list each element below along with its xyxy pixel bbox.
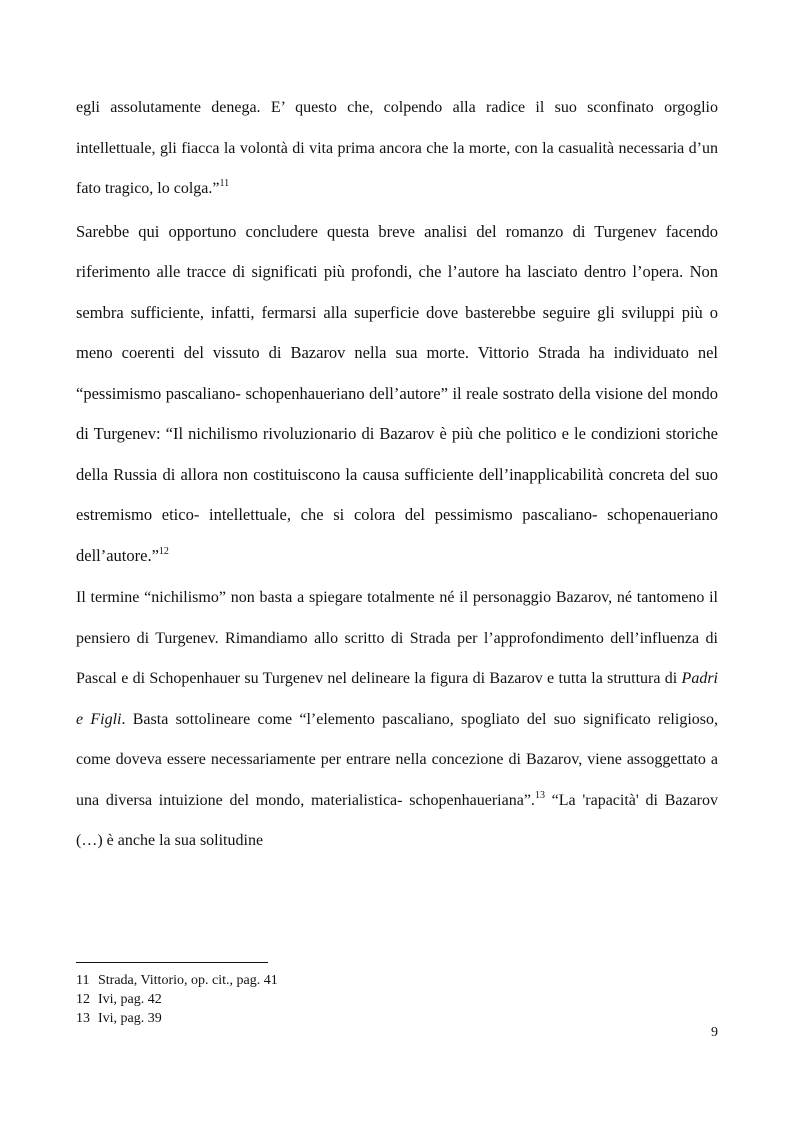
footnote-number: 12 — [76, 992, 90, 1007]
footnote-text: Ivi, pag. 39 — [98, 1011, 162, 1026]
page-body — [76, 88, 718, 862]
footnote-text: Ivi, pag. 42 — [98, 992, 162, 1007]
paragraph-2-text: Sarebbe qui opportuno concludere questa breve analisi del romanzo di Turgenev facendo riferimento alle tracce di significati più profondi, che l’autore ha lasciato dentro l’opera. Non sembra sufficiente, infatti, fermarsi alla superficie dove basterebbe seguire gli sviluppi più o meno coerenti del vissuto di Bazarov nella sua morte. Vittorio Strada ha individuato nel “pessimismo pascaliano- schopenhaueriano dell’autore” il reale sostrato della visione del mondo di Turgenev: “Il nichilismo rivoluzionario di Bazarov è più che politico e le condizioni storiche della Russia di allora non costituiscono la causa sufficiente dell’inapplicabilità concreta del suo estremismo etico- intellettuale, che si colora del pessimismo pascaliano- schopenaueriano dell’autore.” — [76, 221, 718, 565]
footnote-text: Strada, Vittorio, op. cit., pag. 41 — [98, 973, 278, 988]
paragraph-2 — [76, 212, 718, 577]
footnote-ref-13: 13 — [534, 789, 545, 801]
paragraph-3-text-after-title: . Basta sottolineare come “l’elemento pascaliano, spogliato del suo significato religioso, come doveva essere necessariamente per entrare nella concezione di Bazarov, viene assoggettato a una diversa intuizione del mondo, materialistica- schopenhaueriana”. — [76, 710, 718, 809]
footnote-13 — [76, 1009, 576, 1028]
page-number: 9 — [711, 1025, 718, 1040]
footnotes — [76, 971, 576, 1028]
book-title: Padri e Figli — [76, 670, 718, 728]
footnote-11 — [76, 971, 576, 990]
paragraph-3 — [76, 578, 718, 862]
paragraph-1-text: egli assolutamente denega. E’ questo che, colpendo alla radice il suo sconfinato orgoglio intellettuale, gli fiacca la volontà di vita prima ancora che la morte, con la casualità necessaria d’un fato tragico, lo colga.” — [76, 99, 718, 197]
footnote-ref-11: 11 — [219, 178, 230, 189]
footnote-number: 13 — [76, 1011, 90, 1026]
paragraph-3-text-after-ref: “La 'rapacità' di Bazarov (…) è anche la sua solitudine — [76, 791, 719, 849]
paragraph-1 — [76, 88, 718, 210]
footnote-12 — [76, 990, 576, 1009]
footnote-number: 11 — [76, 973, 90, 988]
footnote-ref-12: 12 — [158, 545, 169, 557]
footnote-separator — [76, 962, 268, 963]
paragraph-3-text-before-title: Il termine “nichilismo” non basta a spiegare totalmente né il personaggio Bazarov, né tantomeno il pensiero di Turgenev. Rimandiamo allo scritto di Strada per l’approfondimento dell’influenza di Pascal e di Schopenhauer su Turgenev nel delineare la figura di Bazarov e tutta la struttura di — [76, 589, 718, 687]
